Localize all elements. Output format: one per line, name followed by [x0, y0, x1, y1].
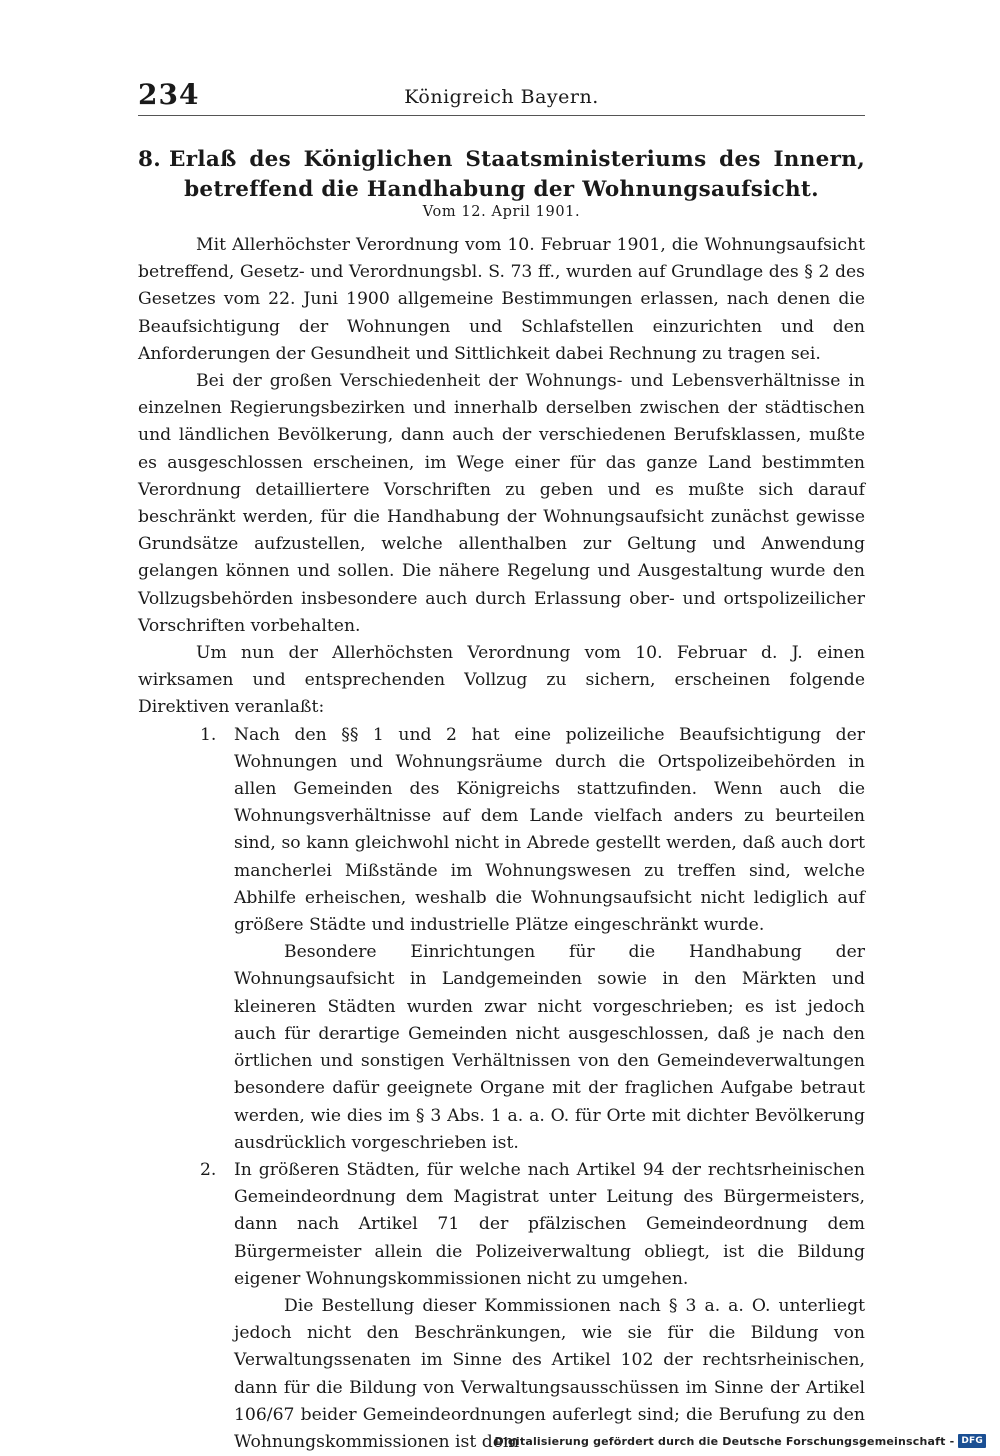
- credit-text: Digitalisierung gefördert durch die Deutsche Forschungsgemeinschaft -: [494, 1434, 955, 1448]
- list-marker: 1.: [200, 724, 217, 745]
- paragraph: Mit Allerhöchster Verordnung vom 10. Februar 1901, die Wohnungsaufsicht betreffend, Gesetz- und Verordnungsbl. S. 73 ff., wurden auf Grundlage des § 2 des Gesetzes vom 22. Juni 1900 allgemeine Bestimmungen erlassen, nach denen die Beaufsichtigung der Wohnungen und Schlafstellen einzurichten und den Anforderungen der Gesundheit und Sittlichkeit dabei Rechnung zu tragen sei.: [138, 235, 865, 364]
- running-head: Königreich Bayern.: [404, 86, 599, 108]
- page-number: 234: [138, 78, 200, 111]
- header-rule: [138, 115, 865, 116]
- list-item-continuation: Die Bestellung dieser Kommissionen nach § 3 a. a. O. unterliegt jedoch nicht den Beschränkungen, wie sie für die Bildung von Verwaltungssenaten im Sinne des Artikel 102 der rechtsrheinischen, dann für die Bildung von Verwaltungsausschüssen im Sinne der Artikel 106/67 beider Gemeindeordnungen auferlegt sind; die Berufung zu den Wohnungskommissionen ist dem: [234, 1295, 865, 1452]
- digitization-credit: [495, 1432, 986, 1450]
- document-body: [138, 232, 865, 1456]
- page-header: [138, 78, 865, 112]
- list-item-1: [138, 722, 865, 1157]
- paragraph: Um nun der Allerhöchsten Verordnung vom 10. Februar d. J. einen wirksamen und entsprechenden Vollzug zu sichern, erscheinen folgende Direktiven veranlaßt:: [138, 643, 865, 718]
- decree-number: 8.: [138, 147, 162, 172]
- list-item-continuation: Besondere Einrichtungen für die Handhabung der Wohnungsaufsicht in Landgemeinden sowie in den Märkten und kleineren Städten wurden zwar nicht vorgeschrieben; es ist jedoch auch für derartige Gemeinden nicht ausgeschlossen, daß je nach den örtlichen und sonstigen Verhältnissen von den Gemeindeverwaltungen besondere dafür geeignete Organe mit der fraglichen Aufgabe betraut werden, wie dies im § 3 Abs. 1 a. a. O. für Orte mit dichter Bevölkerung ausdrücklich vorgeschrieben ist.: [234, 942, 865, 1153]
- list-item-2: [138, 1157, 865, 1456]
- decree-title-text: Erlaß des Königlichen Staatsministeriums des Innern, betreffend die Handhabung der Wohnungsaufsicht.: [169, 147, 865, 202]
- paragraph: Bei der großen Verschiedenheit der Wohnungs- und Lebensverhältnisse in einzelnen Regierungsbezirken und innerhalb derselben zwischen der städtischen und ländlichen Bevölkerung, dann auch der verschiedenen Berufsklassen, mußte es ausgeschlossen erscheinen, im Wege einer für das ganze Land bestimmten Verordnung detailliertere Vorschriften zu geben und es mußte sich darauf beschränkt werden, für die Handhabung der Wohnungsaufsicht zunächst gewisse Grundsätze aufzustellen, welche allenthalben zur Geltung und Anwendung gelangen können und sollen. Die nähere Regelung und Ausgestaltung wurde den Vollzugsbehörden insbesondere auch durch Erlassung ober- und ortspolizeilicher Vorschriften vorbehalten.: [138, 371, 865, 636]
- decree-date: Vom 12. April 1901.: [422, 204, 581, 220]
- dfg-logo: DFG: [958, 1434, 986, 1448]
- list-item-text: Nach den §§ 1 und 2 hat eine polizeiliche Beaufsichtigung der Wohnungen und Wohnungsräume durch die Ortspolizeibehörden in allen Gemeinden des Königreichs stattzufinden. Wenn auch die Wohnungsverhältnisse auf dem Lande vielfach anders zu beurteilen sind, so kann gleichwohl nicht in Abrede gestellt werden, daß auch dort mancherlei Mißstände im Wohnungswesen zu treffen sind, welche Abhilfe erheischen, weshalb die Wohnungsaufsicht nicht lediglich auf größere Städte und industrielle Plätze eingeschränkt wurde.: [234, 724, 865, 936]
- list-item-text: In größeren Städten, für welche nach Artikel 94 der rechtsrheinischen Gemeindeordnung dem Magistrat unter Leitung des Bürgermeisters, dann nach Artikel 71 der pfälzischen Gemeindeordnung dem Bürgermeister allein die Polizeiverwaltung obliegt, ist die Bildung eigener Wohnungskommissionen nicht zu umgehen.: [234, 1159, 865, 1289]
- list-marker: 2.: [200, 1159, 217, 1180]
- decree-title: [138, 145, 865, 205]
